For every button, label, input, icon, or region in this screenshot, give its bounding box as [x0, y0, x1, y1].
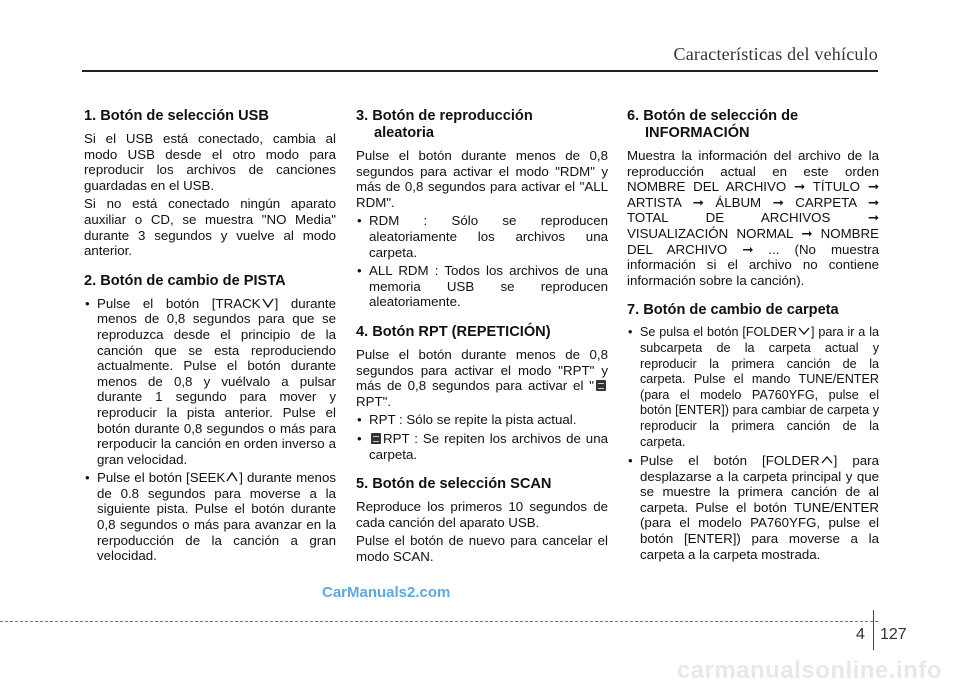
- footer-rule: [0, 621, 878, 622]
- section-folder-title: 7. Botón de cambio de carpeta: [627, 302, 839, 319]
- folder-icon: [596, 380, 606, 391]
- header-rule: [82, 70, 878, 72]
- section-scan-paragraph-1: Reproduce los primeros 10 segundos de cada canción del aparato USB.: [356, 499, 608, 530]
- footer-domain-watermark: carmanualsonline.info: [676, 657, 942, 684]
- column-2: [356, 108, 608, 567]
- column-3: [627, 108, 879, 565]
- chevron-down-icon: [797, 325, 811, 337]
- section-info-title: 6. Botón de selección de INFORMACIÓN: [627, 108, 799, 141]
- list-item: • RPT : Se repiten los archivos de una carpeta.: [356, 431, 608, 462]
- section-random-title: 3. Botón de reproducción aleatoria: [356, 108, 533, 141]
- section-usb-title: 1. Botón de selección USB: [84, 108, 269, 124]
- chevron-up-icon: [225, 471, 239, 483]
- list-item: • RDM : Sólo se reproducen aleatoriamente los archivos una carpeta.: [356, 213, 608, 260]
- list-item: • Se pulsa el botón [FOLDER ] para ir a la subcarpeta de la carpeta actual y reproducir la primera canción de la carpeta. Pulse el mando TUNE/ENTER (para el modelo PA760YFG, pulse el botón [ENTER]) para cambiar de carpeta y reproducir la primera canción de la carpeta.: [627, 325, 879, 450]
- section-random-list: [356, 213, 608, 310]
- page-number: 127: [880, 626, 907, 643]
- page-divider: [873, 610, 874, 650]
- watermark-link[interactable]: CarManuals2.com: [322, 584, 451, 601]
- section-scan-paragraph-2: Pulse el botón de nuevo para cancelar el modo SCAN.: [356, 533, 608, 564]
- section-rpt-list: [356, 412, 608, 462]
- list-item: • ALL RDM : Todos los archivos de una memoria USB se reproducen aleatoriamente.: [356, 263, 608, 310]
- list-item: • Pulse el botón [SEEK ] durante menos de 0.8 segundos para moverse a la siguiente pista. Pulse el botón durante 0,8 segundos o más para avanzar en la rerpoducción de la canción a gran velocidad.: [84, 470, 336, 564]
- section-track-list: [84, 296, 336, 564]
- section-rpt-title: 4. Botón RPT (REPETICIÓN): [356, 323, 551, 340]
- section-info-paragraph: Muestra la información del archivo de la reproducción actual en este orden NOMBRE DEL ARCHIVO ➞ TÍTULO ➞ ARTISTA ➞ ÁLBUM ➞ CARPETA ➞ TOTAL DE ARCHIVOS ➞ VISUALIZACIÓN NORMAL ➞ NOMBRE DEL ARCHIVO ➞ ... (No muestra información si el archivo no contiene información sobre la canción).: [627, 148, 879, 288]
- chevron-up-icon: [820, 454, 834, 466]
- section-scan-title: 5. Botón de selección SCAN: [356, 476, 552, 493]
- chevron-down-icon: [261, 297, 275, 309]
- folder-icon: [371, 433, 381, 444]
- section-usb-paragraph-2: Si no está conectado ningún aparato auxiliar o CD, se muestra "NO Media" durante 3 segundos y vuelve al modo anterior.: [84, 196, 336, 259]
- section-folder-list: [627, 325, 879, 562]
- section-rpt-paragraph: Pulse el botón durante menos de 0,8 segundos para activar el modo "RPT" y más de 0,8 segundos para activar el "RPT".: [356, 346, 608, 409]
- list-item: • Pulse el botón [FOLDER ] para desplazarse a la carpeta principal y que se muestre la primera canción de al carpeta. Pulse el botón TUNE/ENTER (para el modelo PA760YFG, pulse el botón [ENTER]) para moverse a la carpeta a la carpeta mostrada.: [627, 453, 879, 562]
- header-title: Características del vehículo: [673, 44, 878, 64]
- column-1: [84, 108, 336, 567]
- section-usb-paragraph-1: Si el USB está conectado, cambia al modo USB desde el otro modo para reproducir los archivos de canciones guardadas en el USB.: [84, 131, 336, 193]
- section-track-title: 2. Botón de cambio de PISTA: [84, 272, 286, 289]
- list-item: • Pulse el botón [TRACK ] durante menos de 0,8 segundos para que se reproduzca desde el principio de la canción que se esta reproduciendo actualmente. Pulse el botón durante menos de 0,8 y vuélvalo a pulsar durante 1 segundo para mover y reproducir la pista anterior. Pulse el botón durante 0,8 segundos o más para rerpoducir la canción en orden inverso a gran velocidad.: [84, 296, 336, 468]
- list-item: • RPT : Sólo se repite la pista actual.: [356, 412, 608, 428]
- section-random-paragraph: Pulse el botón durante menos de 0,8 segundos para activar el modo "RDM" y más de 0,8 segundos para activar el "ALL RDM".: [356, 148, 608, 210]
- chapter-number: 4: [856, 626, 865, 643]
